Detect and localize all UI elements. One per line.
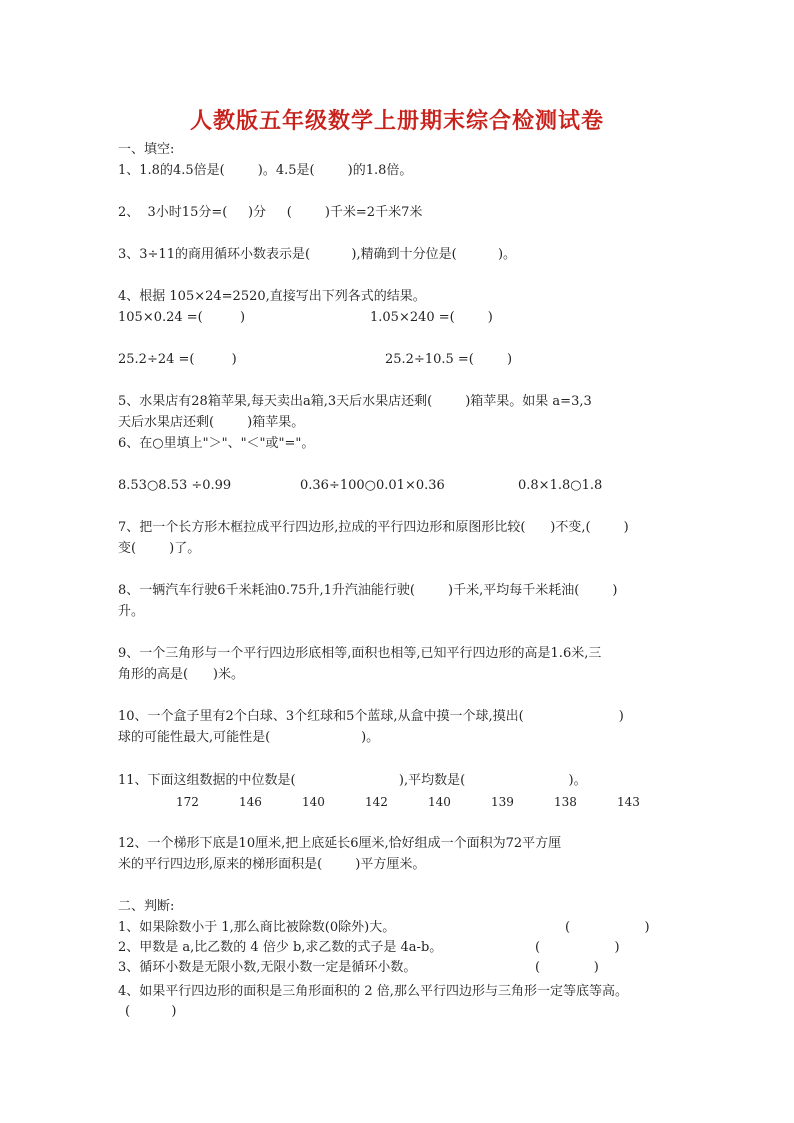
data-number: 140 bbox=[302, 795, 325, 809]
question-8-line1: 8、一辆汽车行驶6千米耗油0.75升,1升汽油能行驶( )千米,平均每千米耗油( ) bbox=[118, 583, 618, 598]
question-12-line2: 米的平行四边形,原来的梯形面积是( )平方厘米。 bbox=[118, 857, 426, 872]
question-7-line2: 变( )了。 bbox=[118, 541, 201, 556]
question-9-line2: 角形的高是( )米。 bbox=[118, 667, 244, 682]
judge-3-blank: ( ) bbox=[535, 960, 599, 975]
data-number: 146 bbox=[239, 795, 262, 809]
judge-3: 3、循环小数是无限小数,无限小数一定是循环小数。 bbox=[118, 960, 417, 975]
page-title: 人教版五年级数学上册期末综合检测试卷 bbox=[189, 109, 604, 134]
question-9-line1: 9、一个三角形与一个平行四边形底相等,面积也相等,已知平行四边形的高是1.6米,三 bbox=[118, 646, 602, 661]
judge-2-blank: ( ) bbox=[535, 940, 620, 955]
judge-1-blank: ( ) bbox=[565, 920, 650, 935]
section2-heading: 二、判断: bbox=[118, 899, 175, 914]
question-3: 3、3÷11的商用循环小数表示是( ),精确到十分位是( )。 bbox=[118, 247, 517, 262]
question-6c: 0.8×1.8○1.8 bbox=[518, 478, 603, 493]
question-1: 1、1.8的4.5倍是( )。4.5是( )的1.8倍。 bbox=[118, 163, 413, 178]
judge-1: 1、如果除数小于 1,那么商比被除数(0除外)大。 bbox=[118, 920, 396, 935]
question-4a: 105×0.24 =( ) bbox=[118, 310, 246, 325]
data-number: 139 bbox=[491, 795, 514, 809]
question-5-line1: 5、水果店有28箱苹果,每天卖出a箱,3天后水果店还剩( )箱苹果。如果 a=3,3 bbox=[118, 394, 592, 409]
data-number: 172 bbox=[176, 795, 199, 809]
question-4b: 1.05×240 =( ) bbox=[370, 310, 493, 325]
question-10-line2: 球的可能性最大,可能性是( )。 bbox=[118, 730, 380, 745]
question-4: 4、根据 105×24=2520,直接写出下列各式的结果。 bbox=[118, 289, 426, 304]
question-10-line1: 10、一个盒子里有2个白球、3个红球和5个蓝球,从盒中摸一个球,摸出( ) bbox=[118, 709, 624, 724]
data-number: 138 bbox=[554, 795, 577, 809]
question-2: 2、 3小时15分=( )分 ( )千米=2千米7米 bbox=[118, 205, 423, 220]
data-number: 140 bbox=[428, 795, 451, 809]
judge-4-blank: ( ) bbox=[125, 1004, 177, 1019]
question-12-line1: 12、一个梯形下底是10厘米,把上底延长6厘米,恰好组成一个面积为72平方厘 bbox=[118, 836, 562, 851]
judge-4: 4、如果平行四边形的面积是三角形面积的 2 倍,那么平行四边形与三角形一定等底等高。 bbox=[118, 984, 628, 999]
section1-heading: 一、填空: bbox=[118, 142, 175, 157]
question-5-line2: 天后水果店还剩( )箱苹果。 bbox=[118, 415, 305, 430]
question-6: 6、在○里填上"＞"、"＜"或"="。 bbox=[118, 436, 315, 451]
data-number: 142 bbox=[365, 795, 388, 809]
question-6a: 8.53○8.53 ÷0.99 bbox=[118, 478, 232, 493]
question-4c: 25.2÷24 =( ) bbox=[118, 352, 237, 367]
question-11: 11、下面这组数据的中位数是( ),平均数是( )。 bbox=[118, 773, 587, 788]
question-7-line1: 7、把一个长方形木框拉成平行四边形,拉成的平行四边形和原图形比较( )不变,( ) bbox=[118, 520, 629, 535]
question-8-line2: 升。 bbox=[118, 604, 145, 619]
question-4d: 25.2÷10.5 =( ) bbox=[385, 352, 513, 367]
judge-2: 2、甲数是 a,比乙数的 4 倍少 b,求乙数的式子是 4a-b。 bbox=[118, 940, 443, 955]
question-6b: 0.36÷100○0.01×0.36 bbox=[300, 478, 445, 493]
data-number: 143 bbox=[617, 795, 640, 809]
